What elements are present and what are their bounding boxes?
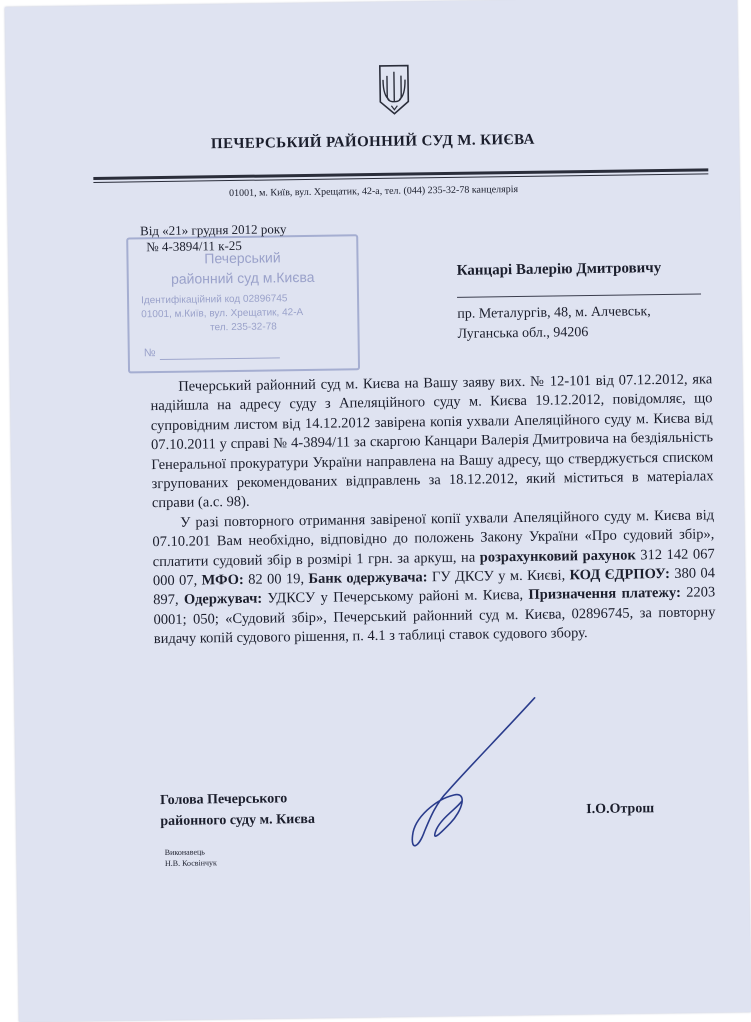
trident-emblem-icon xyxy=(376,61,413,117)
court-address-line: 01001, м. Київ, вул. Хрещатик, 42-а, тел. (044) 235-32-78 канцелярія xyxy=(228,184,519,200)
signatory-name: І.О.Отрош xyxy=(586,801,655,818)
label-account: розрахунковий рахунок xyxy=(479,547,636,566)
bank-value: ГУ ДКСУ у м. Києві, xyxy=(431,567,566,586)
executor-name: Н.В. Косвінчук xyxy=(164,858,217,869)
recipient-address-line-1: пр. Металургів, 48, м. Алчевськ, xyxy=(457,304,651,322)
court-name-heading: ПЕЧЕРСЬКИЙ РАЙОННИЙ СУД М. КИЄВА xyxy=(210,131,535,153)
body-paragraph-2 xyxy=(152,506,716,650)
document-page xyxy=(5,0,751,1022)
purpose-value: 2203 0001; 050; «Судовий збір», Печерський районний суд м. Києва, 02896745, за повторну видачу копій судового рішення, п. 4.1 з таблиці ставок судового збору. xyxy=(153,584,716,648)
signatory-title-line-1: Голова Печерського xyxy=(159,791,288,809)
signatory-title xyxy=(160,788,315,832)
letter-date: Від «21» грудня 2012 року xyxy=(139,221,287,239)
recipient-name: Канцарі Валерію Дмитровичу xyxy=(456,260,662,279)
stamp-line-4: 01001, м.Київ, вул. Хрещатик, 42-А xyxy=(141,307,304,321)
mfo-value: 82 00 19, xyxy=(248,571,305,588)
executor-label: Виконавець xyxy=(164,847,205,858)
receiver-value: УДКСУ у Печерському районі м. Києва, xyxy=(267,587,524,608)
letter-number: № 4-3894/11 к-25 xyxy=(146,237,242,255)
label-bank: Банк одержувача: xyxy=(308,569,428,588)
recipient-divider xyxy=(457,293,701,297)
letter-body xyxy=(150,370,716,650)
recipient-address xyxy=(457,301,718,345)
signatory-title-line-2: районного суду м. Києва xyxy=(160,811,316,830)
p2-intro: У разі повторного отримання завіреної копії ухвали Апеляційного суду м. Києва від 07.10.201 Вам необхідно, відповідно до положень Закону України «Про судовий збір», сплатити судовий збір в розмірі 1 грн. за аркуш, на xyxy=(152,507,715,570)
account-number: 312 142 067 000 07, xyxy=(152,545,715,590)
label-edrpou: КОД ЄДРПОУ: xyxy=(569,565,671,584)
label-mfo: МФО: xyxy=(201,571,244,589)
registration-stamp xyxy=(126,234,360,373)
recipient-address-line-2: Луганська обл., 94206 xyxy=(457,325,589,342)
stamp-line-3: Ідентифікаційний код 02896745 xyxy=(140,293,288,307)
label-purpose: Призначення платежу: xyxy=(528,585,681,604)
stamp-line-2: районний суд м.Києва xyxy=(170,268,315,287)
body-paragraph-1: Печерський районний суд м. Києва на Вашу заяву вих. № 12-101 від 07.12.2012, яка надійшла на адресу суду з Апеляційного суду м. Києва 19.12.2012, повідомляє, що супровідним листом від 14.12.2012 завірена копія ухвали Апеляційного суду м. Києва від 07.10.2011 у справі № 4-3894/11 за скаргою Канцари Валерія Дмитровича на бездіяльність Генеральної прокуратури України направлена на Вашу адресу, що стверджується списком згрупованих рекомендованих відправлень за 18.12.2012, який міститься в матеріалах справи (а.с. 98). xyxy=(150,371,714,512)
label-receiver: Одержувач: xyxy=(183,591,263,609)
stamp-line-6: № xyxy=(143,347,156,360)
stamp-line-5: тел. 235-32-78 xyxy=(210,321,277,334)
stamp-blank-line xyxy=(160,357,280,360)
edrpou-value: 380 04 897, xyxy=(153,565,716,609)
executor-block xyxy=(165,846,217,869)
handwritten-signature xyxy=(395,690,547,862)
stamp-line-1: Печерський xyxy=(204,249,281,267)
